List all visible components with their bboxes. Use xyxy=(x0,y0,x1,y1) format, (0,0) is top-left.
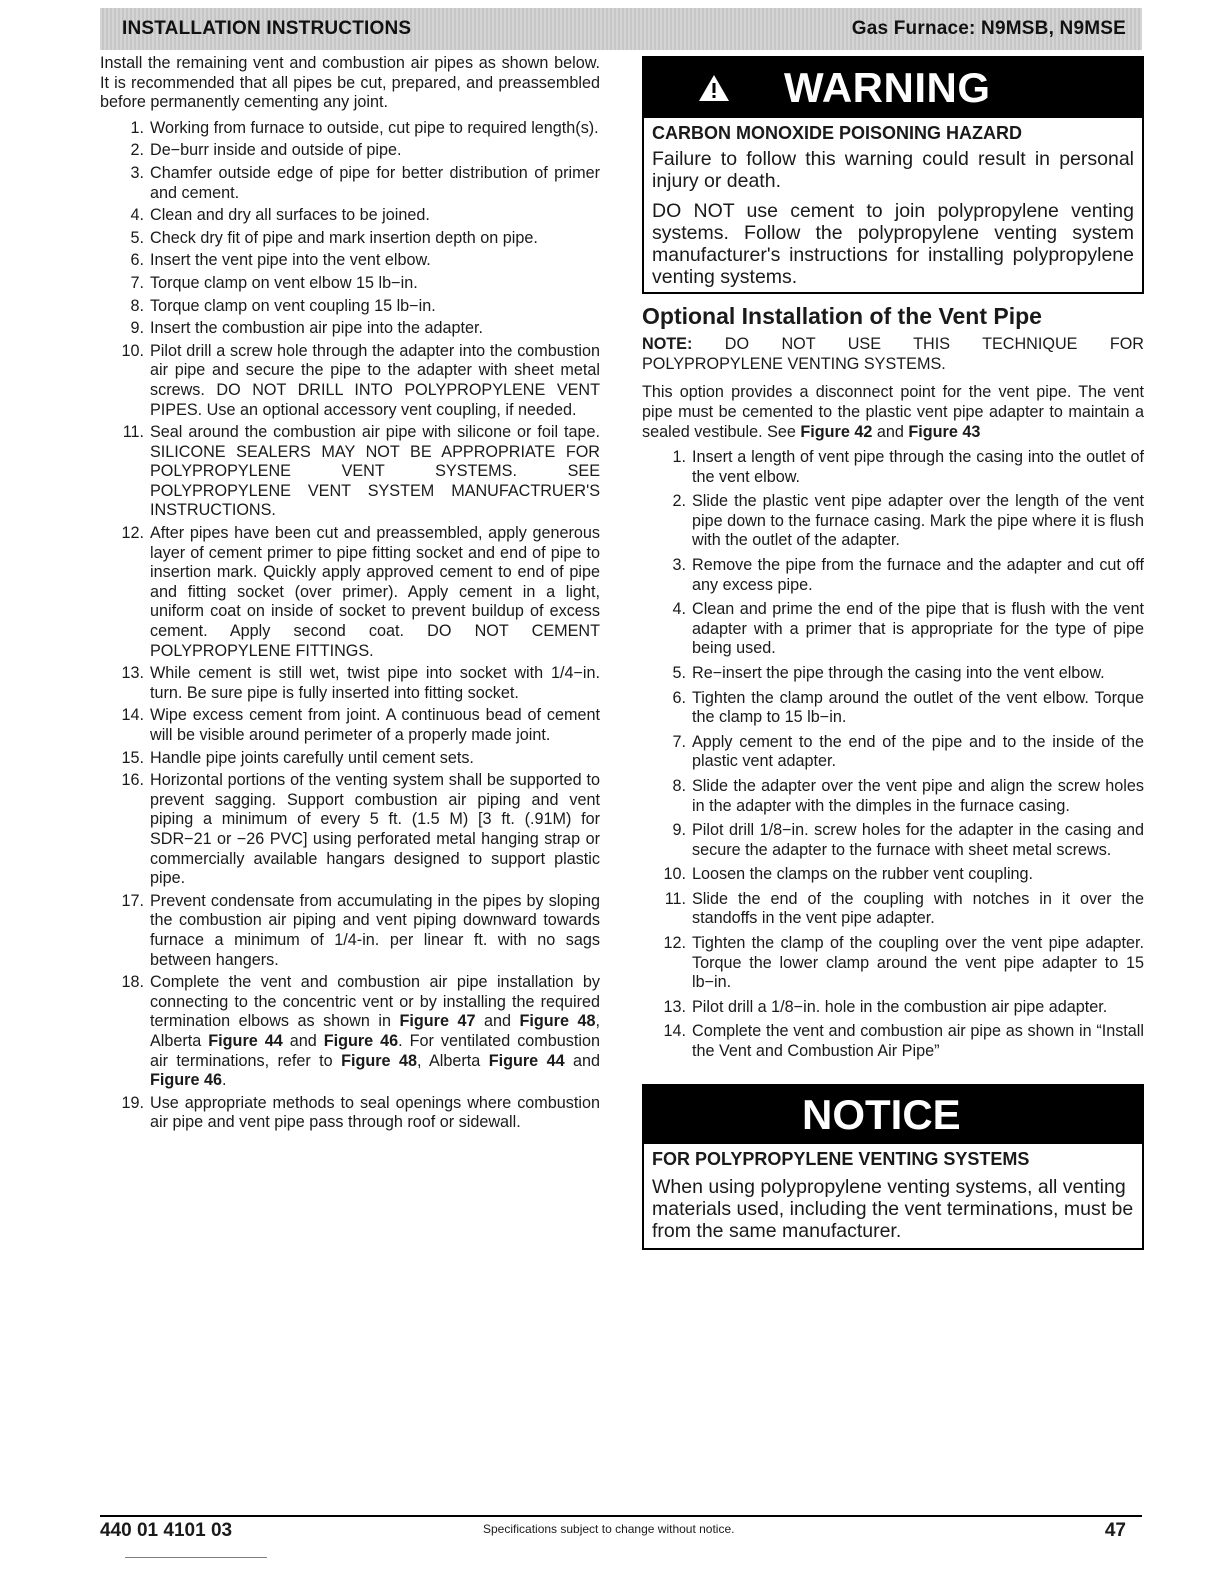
figure-reference: Figure 44 xyxy=(488,1051,565,1070)
list-item-number: 8. xyxy=(130,296,144,315)
paragraph-text: and xyxy=(872,423,909,441)
list-item-text: Horizontal portions of the venting system shall be supported to prevent sagging. Support combustion air piping and vent piping a minimum of every 5 ft. (1.5 M) [3 ft. (.91M) for SDR−21 or −26 PVC] using perforated metal hanging strap or commercially available hangars designed to support plastic pipe. xyxy=(150,771,600,888)
footer-rule xyxy=(100,1515,1142,1517)
list-item-text: Torque clamp on vent elbow 15 lb−in. xyxy=(150,273,418,292)
list-item xyxy=(100,664,600,703)
list-item-text: and xyxy=(282,1031,324,1050)
page-footer xyxy=(100,1520,1142,1544)
list-item-text: Prevent condensate from accumulating in the pipes by sloping the combustion air piping and vent piping downward towards furnace a minimum of 1/4-in. per linear ft. with no sags between hangers. xyxy=(150,891,600,969)
list-item-number: 4. xyxy=(672,600,686,619)
list-item-text: Slide the plastic vent pipe adapter over the length of the vent pipe down to the furnace casing. Mark the pipe where it is flush with the outlet of the adapter. xyxy=(692,492,1144,550)
list-item xyxy=(642,821,1144,860)
list-item-number: 13. xyxy=(121,664,144,683)
footer-doc-number: 440 01 4101 03 xyxy=(100,1520,233,1541)
notice-title: NOTICE xyxy=(802,1090,961,1138)
list-item xyxy=(642,777,1144,816)
list-item-number: 10. xyxy=(663,865,686,884)
list-item-text: Apply cement to the end of the pipe and to the inside of the plastic vent adapter. xyxy=(692,732,1144,771)
list-item-number: 7. xyxy=(672,732,686,751)
warning-box xyxy=(642,56,1144,294)
page-header xyxy=(100,8,1142,50)
list-item xyxy=(642,934,1144,993)
right-column xyxy=(642,56,1144,1250)
left-steps-list xyxy=(100,119,600,1133)
list-item-number: 2. xyxy=(130,141,144,160)
warning-body xyxy=(644,118,1142,292)
list-item xyxy=(100,973,600,1091)
notice-box xyxy=(642,1084,1144,1250)
footer-page-number: 47 xyxy=(1104,1520,1126,1541)
figure-reference: Figure 42 xyxy=(800,423,873,441)
list-item-text: Slide the adapter over the vent pipe and align the screw holes in the adapter with the dimples in the furnace casing. xyxy=(692,776,1144,815)
list-item-number: 5. xyxy=(130,228,144,247)
warning-hazard: CARBON MONOXIDE POISONING HAZARD xyxy=(652,123,1023,143)
list-item-number: 11. xyxy=(664,889,686,908)
list-item xyxy=(642,492,1144,551)
notice-header xyxy=(644,1086,1142,1144)
list-item-number: 12. xyxy=(121,524,144,543)
list-item xyxy=(100,423,600,521)
list-item-number: 11. xyxy=(122,423,144,442)
list-item-text: and xyxy=(564,1051,601,1070)
list-item-number: 16. xyxy=(121,771,144,790)
list-item-number: 4. xyxy=(130,206,144,225)
figure-reference: Figure 44 xyxy=(208,1031,283,1050)
list-item-text: Insert the combustion air pipe into the adapter. xyxy=(150,319,483,338)
list-item-number: 10. xyxy=(121,341,144,360)
list-item xyxy=(642,865,1144,885)
list-item-text: Chamfer outside edge of pipe for better distribution of primer and cement. xyxy=(150,163,600,202)
list-item xyxy=(100,749,600,769)
footer-disclaimer: Specifications subject to change without notice. xyxy=(483,1522,735,1536)
list-item-text: Tighten the clamp of the coupling over the vent pipe adapter. Torque the lower clamp around the vent pipe adapter to 15 lb−in. xyxy=(692,934,1144,992)
list-item xyxy=(100,274,600,294)
list-item xyxy=(642,890,1144,929)
list-item-number: 17. xyxy=(121,891,144,910)
figure-reference: Figure 47 xyxy=(399,1012,476,1031)
list-item-text: Handle pipe joints carefully until cement sets. xyxy=(150,748,474,767)
list-item xyxy=(100,164,600,203)
optional-intro-paragraph xyxy=(642,382,1144,442)
header-product-title: Gas Furnace: N9MSB, N9MSE xyxy=(851,18,1126,39)
list-item-text: Pilot drill a screw hole through the adapter into the combustion air pipe and secure the pipe to the adapter with sheet metal screws. DO NOT DRILL INTO POLYPROPYLENE VENT PIPES. Use an optional accessory vent coupling, if needed. xyxy=(150,341,600,419)
list-item xyxy=(642,556,1144,595)
list-item-text: Slide the end of the coupling with notches in it over the standoffs in the vent pipe adapter. xyxy=(692,889,1144,928)
list-item-text: Torque clamp on vent coupling 15 lb−in. xyxy=(150,296,436,315)
list-item-number: 15. xyxy=(121,748,144,767)
list-item-number: 19. xyxy=(121,1093,144,1112)
section-heading: Optional Installation of the Vent Pipe xyxy=(642,303,1042,329)
list-item-text: While cement is still wet, twist pipe into socket with 1/4−in. turn. Be sure pipe is fully inserted into fitting socket. xyxy=(150,664,600,702)
list-item xyxy=(642,600,1144,659)
list-item-text: and xyxy=(475,1012,520,1031)
figure-reference: Figure 48 xyxy=(519,1012,596,1031)
note-text-1: DO NOT USE THIS TECHNIQUE FOR xyxy=(724,335,1144,353)
list-item xyxy=(100,342,600,420)
list-item xyxy=(642,664,1144,684)
list-item-number: 9. xyxy=(672,821,686,840)
list-item-text: , Alberta xyxy=(416,1051,489,1070)
list-item-text: Wipe excess cement from joint. A continuous bead of cement will be visible around perimeter of a properly made joint. xyxy=(150,706,600,744)
list-item-text: Complete the vent and combustion air pipe installation by connecting to the concentric vent or by installing the required termination elbows as shown in xyxy=(150,973,600,1031)
warning-paragraph-2: DO NOT use cement to join polypropylene venting systems. Follow the polypropylene venting system manufacturer's instructions for installing polypropylene venting systems. xyxy=(652,200,1134,288)
list-item-text: Loosen the clamps on the rubber vent coupling. xyxy=(692,865,1034,884)
list-item-text: Re−insert the pipe through the casing into the vent elbow. xyxy=(692,663,1105,682)
list-item xyxy=(100,524,600,661)
list-item-text: Complete the vent and combustion air pipe as shown in “Install the Vent and Combustion Air Pipe” xyxy=(692,1022,1144,1061)
warning-title: WARNING xyxy=(784,64,991,111)
list-item xyxy=(100,251,600,271)
list-item-text: Pilot drill a 1/8−in. hole in the combustion air pipe adapter. xyxy=(692,997,1108,1016)
list-item-text: . xyxy=(221,1071,227,1090)
notice-subtitle: FOR POLYPROPYLENE VENTING SYSTEMS xyxy=(652,1148,1030,1169)
list-item xyxy=(642,1022,1144,1061)
left-column xyxy=(100,54,600,1136)
list-item xyxy=(100,771,600,889)
figure-reference: Figure 46 xyxy=(150,1071,222,1090)
warning-header xyxy=(644,58,1142,118)
list-item-number: 12. xyxy=(663,934,686,953)
list-item xyxy=(100,206,600,226)
list-item-number: 1. xyxy=(130,118,144,137)
list-item-text: Clean and dry all surfaces to be joined. xyxy=(150,206,430,225)
list-item-text: Insert a length of vent pipe through the casing into the outlet of the vent elbow. xyxy=(692,448,1144,486)
list-item xyxy=(100,319,600,339)
list-item-text: Use appropriate methods to seal openings where combustion air pipe and vent pipe pass through roof or sidewall. xyxy=(150,1093,600,1132)
list-item-text: . For ventilated combustion air terminations, refer to xyxy=(150,1031,600,1070)
list-item xyxy=(100,141,600,161)
figure-reference: Figure 48 xyxy=(341,1051,417,1070)
note-line-2: POLYPROPYLENE VENTING SYSTEMS. xyxy=(642,355,946,373)
list-item-text: , Alberta xyxy=(150,1012,600,1050)
list-item-number: 3. xyxy=(130,163,144,182)
figure-reference: Figure 46 xyxy=(323,1031,399,1050)
list-item-number: 7. xyxy=(130,273,144,292)
list-item-number: 1. xyxy=(672,448,686,466)
warning-paragraph-1: Failure to follow this warning could result in personal injury or death. xyxy=(652,148,1134,192)
list-item-text: Remove the pipe from the furnace and the adapter and cut off any excess pipe. xyxy=(692,555,1144,594)
list-item-number: 14. xyxy=(121,706,144,725)
left-intro-paragraph: Install the remaining vent and combustion air pipes as shown below. It is recommended that all pipes be cut, prepared, and preassembled before permanently cementing any joint. xyxy=(100,54,600,112)
list-item xyxy=(642,733,1144,772)
list-item-number: 14. xyxy=(663,1022,686,1041)
list-item xyxy=(100,892,600,970)
list-item-number: 3. xyxy=(672,555,686,574)
notice-body xyxy=(644,1144,1142,1248)
list-item-text: After pipes have been cut and preassembled, apply generous layer of cement primer to pipe fitting socket and end of pipe to insertion mark. Quickly apply approved cement to end of pipe and fitting socket (over primer). Apply cement in a light, uniform coat on inside of socket to prevent buildup of excess cement. Apply second coat. DO NOT CEMENT POLYPROPYLENE FITTINGS. xyxy=(150,524,600,660)
list-item-text: Insert the vent pipe into the vent elbow. xyxy=(150,251,431,270)
note-label: NOTE: xyxy=(642,335,693,353)
notice-text: When using polypropylene venting systems, all venting materials used, including the vent terminations, must be from the same manufacturer. xyxy=(652,1175,1134,1242)
warning-triangle-icon xyxy=(644,73,784,103)
list-item xyxy=(100,706,600,745)
list-item-text: De−burr inside and outside of pipe. xyxy=(150,141,402,160)
list-item-number: 18. xyxy=(121,973,144,992)
figure-reference: Figure 43 xyxy=(908,423,981,441)
list-item-number: 5. xyxy=(672,663,686,682)
list-item-number: 6. xyxy=(672,688,686,707)
list-item xyxy=(100,297,600,317)
list-item-text: Tighten the clamp around the outlet of the vent elbow. Torque the clamp to 15 lb−in. xyxy=(692,688,1144,727)
list-item xyxy=(100,229,600,249)
list-item xyxy=(642,448,1144,487)
list-item-number: 2. xyxy=(672,492,686,511)
note-line-1 xyxy=(642,334,1144,354)
list-item-text: Working from furnace to outside, cut pipe to required length(s). xyxy=(150,118,599,137)
list-item-number: 6. xyxy=(130,251,144,270)
right-steps-list xyxy=(642,448,1144,1062)
list-item-number: 9. xyxy=(130,319,144,338)
list-item xyxy=(642,998,1144,1018)
list-item-text: Pilot drill 1/8−in. screw holes for the adapter in the casing and secure the adapter to the furnace with sheet metal screws. xyxy=(692,821,1144,859)
header-section-title: INSTALLATION INSTRUCTIONS xyxy=(122,18,412,39)
list-item xyxy=(100,119,600,139)
list-item xyxy=(642,689,1144,728)
list-item-text: Check dry fit of pipe and mark insertion depth on pipe. xyxy=(150,228,538,247)
list-item-text: Seal around the combustion air pipe with silicone or foil tape. SILICONE SEALERS MAY NOT BE APPROPRIATE FOR POLYPROPYLENE VENT SYSTEMS. SEE POLYPROPYLENE VENT SYSTEM MANUFACTRUER'S INSTRUCTIONS. xyxy=(150,423,600,520)
list-item-text: Clean and prime the end of the pipe that is flush with the vent adapter with a primer that is appropriate for the type of pipe being used. xyxy=(692,600,1144,658)
list-item-number: 13. xyxy=(663,997,686,1016)
list-item xyxy=(100,1094,600,1133)
footer-link-underline xyxy=(125,1557,267,1558)
paragraph-text: This option provides a disconnect point for the vent pipe. The vent pipe must be cemented to the plastic vent pipe adapter to maintain a sealed vestibule. See xyxy=(642,383,1144,441)
list-item-number: 8. xyxy=(672,776,686,795)
